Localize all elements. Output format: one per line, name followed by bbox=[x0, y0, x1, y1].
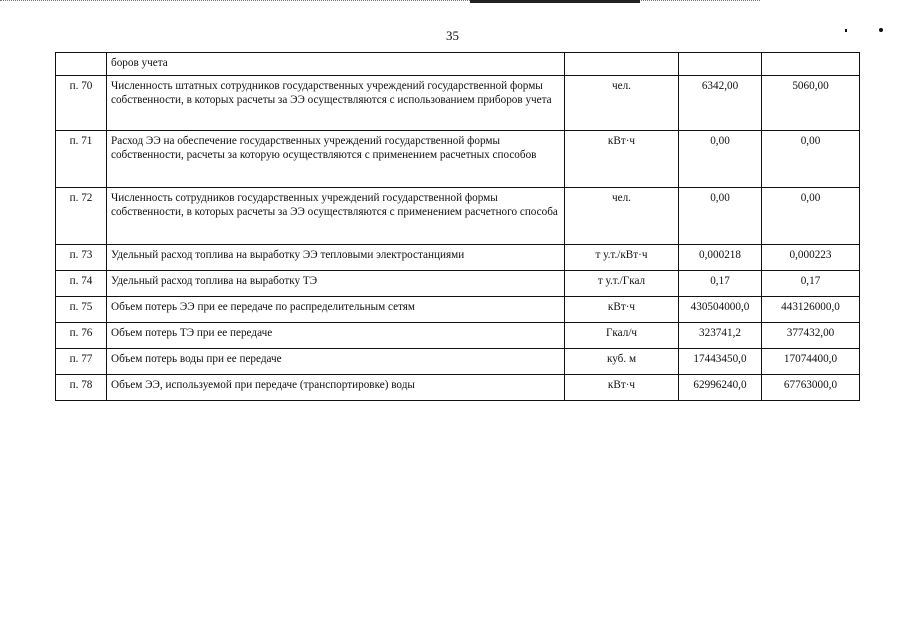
row-value-2: 0,00 bbox=[762, 188, 860, 245]
row-unit: кВт·ч bbox=[565, 297, 679, 323]
row-value-2: 0,00 bbox=[762, 131, 860, 188]
row-unit: т у.т./кВт·ч bbox=[565, 245, 679, 271]
page-number: 35 bbox=[446, 28, 459, 43]
scan-artifact-top-edge bbox=[0, 0, 760, 5]
table-row bbox=[56, 375, 860, 401]
row-value-1: 0,00 bbox=[679, 188, 762, 245]
scan-artifact-mark bbox=[470, 0, 640, 3]
row-description: Удельный расход топлива на выработку ЭЭ тепловыми электростанциями bbox=[107, 245, 565, 271]
row-value-1: 62996240,0 bbox=[679, 375, 762, 401]
row-unit: кВт·ч bbox=[565, 375, 679, 401]
row-value-2: 17074400,0 bbox=[762, 349, 860, 375]
row-description: Удельный расход топлива на выработку ТЭ bbox=[107, 271, 565, 297]
row-number: п. 70 bbox=[56, 76, 107, 131]
row-description: Расход ЭЭ на обеспечение государственных учреждений государственной формы собственности, расчеты за которую осуществляются с применением расчетных способов bbox=[107, 131, 565, 188]
table-row bbox=[56, 131, 860, 188]
row-value-2 bbox=[762, 53, 860, 76]
row-description: Объем ЭЭ, используемой при передаче (транспортировке) воды bbox=[107, 375, 565, 401]
row-value-2: 67763000,0 bbox=[762, 375, 860, 401]
row-number: п. 77 bbox=[56, 349, 107, 375]
scan-speck bbox=[845, 29, 847, 32]
row-value-1 bbox=[679, 53, 762, 76]
row-number bbox=[56, 53, 107, 76]
table-row bbox=[56, 271, 860, 297]
row-value-1: 430504000,0 bbox=[679, 297, 762, 323]
row-unit: чел. bbox=[565, 76, 679, 131]
row-value-1: 0,000218 bbox=[679, 245, 762, 271]
row-description: Объем потерь воды при ее передаче bbox=[107, 349, 565, 375]
row-description: боров учета bbox=[107, 53, 565, 76]
row-number: п. 73 bbox=[56, 245, 107, 271]
row-value-1: 0,00 bbox=[679, 131, 762, 188]
row-description: Объем потерь ТЭ при ее передаче bbox=[107, 323, 565, 349]
row-unit: Гкал/ч bbox=[565, 323, 679, 349]
row-unit: кВт·ч bbox=[565, 131, 679, 188]
row-description: Численность сотрудников государственных учреждений государственной формы собственности, в которых расчеты за ЭЭ осуществляются с применением расчетного способа bbox=[107, 188, 565, 245]
table-row bbox=[56, 76, 860, 131]
row-number: п. 72 bbox=[56, 188, 107, 245]
indicators-table bbox=[55, 52, 860, 401]
row-number: п. 75 bbox=[56, 297, 107, 323]
table-row bbox=[56, 297, 860, 323]
table-row bbox=[56, 245, 860, 271]
row-value-1: 323741,2 bbox=[679, 323, 762, 349]
row-number: п. 71 bbox=[56, 131, 107, 188]
row-value-1: 0,17 bbox=[679, 271, 762, 297]
row-unit: т у.т./Гкал bbox=[565, 271, 679, 297]
table-row bbox=[56, 188, 860, 245]
row-description: Численность штатных сотрудников государственных учреждений государственной формы собственности, в которых расчеты за ЭЭ осуществляются с использованием приборов учета bbox=[107, 76, 565, 131]
table-row bbox=[56, 323, 860, 349]
row-value-2: 0,17 bbox=[762, 271, 860, 297]
row-value-2: 5060,00 bbox=[762, 76, 860, 131]
row-value-2: 443126000,0 bbox=[762, 297, 860, 323]
row-value-1: 6342,00 bbox=[679, 76, 762, 131]
row-number: п. 78 bbox=[56, 375, 107, 401]
row-value-2: 0,000223 bbox=[762, 245, 860, 271]
table-row bbox=[56, 349, 860, 375]
row-unit bbox=[565, 53, 679, 76]
row-unit: куб. м bbox=[565, 349, 679, 375]
row-number: п. 74 bbox=[56, 271, 107, 297]
scan-speck bbox=[879, 28, 883, 32]
row-number: п. 76 bbox=[56, 323, 107, 349]
row-value-2: 377432,00 bbox=[762, 323, 860, 349]
table-row bbox=[56, 53, 860, 76]
row-description: Объем потерь ЭЭ при ее передаче по распределительным сетям bbox=[107, 297, 565, 323]
row-unit: чел. bbox=[565, 188, 679, 245]
row-value-1: 17443450,0 bbox=[679, 349, 762, 375]
